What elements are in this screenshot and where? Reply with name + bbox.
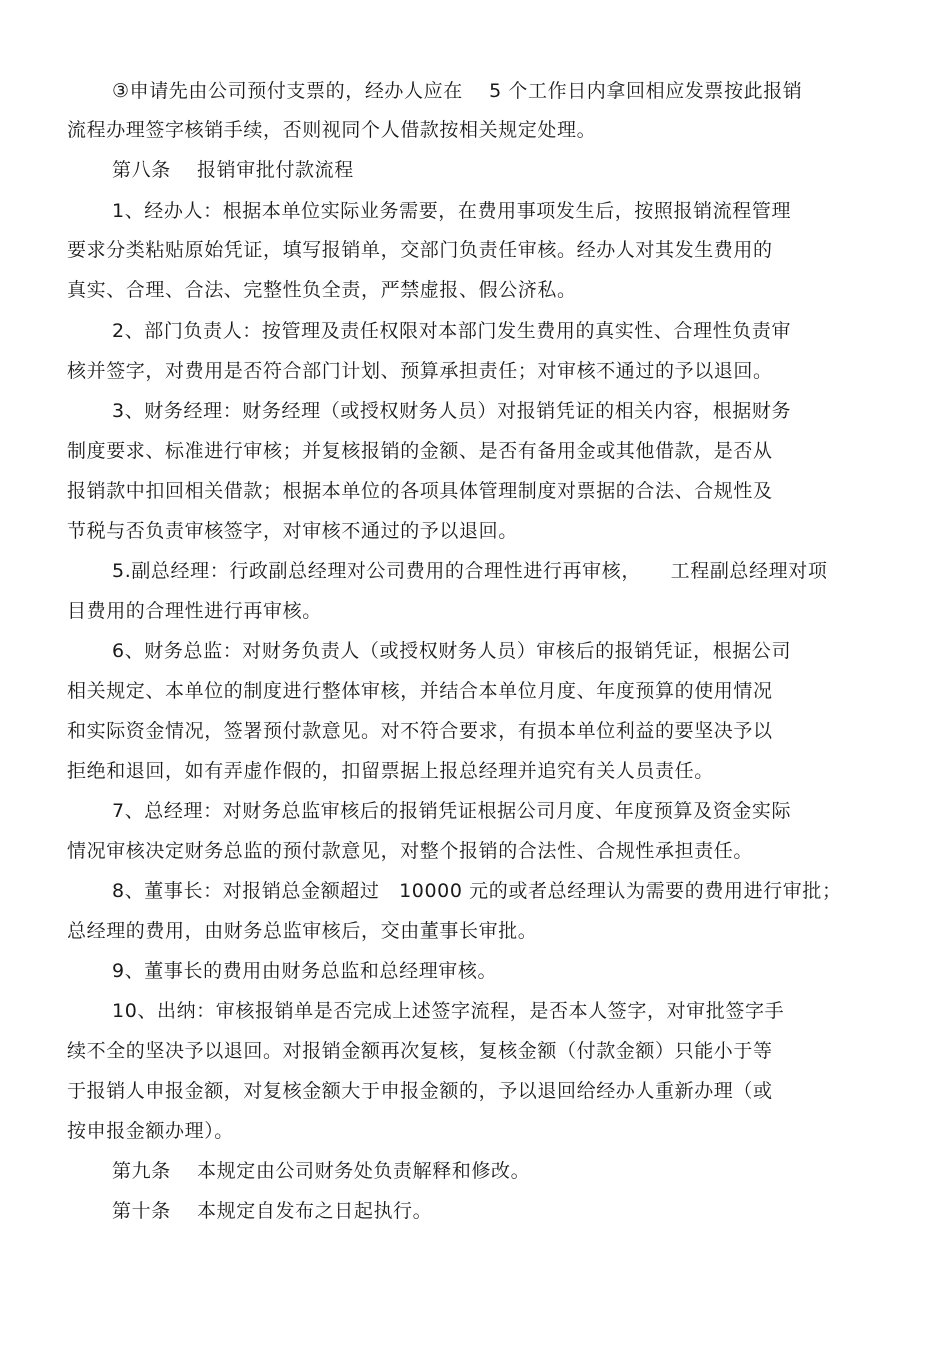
text-line-25: 续不全的坚决予以退回。对报销金额再次复核，复核金额（付款金额）只能小于等 (67, 1040, 773, 1062)
text-line-14: 目费用的合理性进行再审核。 (67, 600, 322, 622)
text-line-1: ③申请先由公司预付支票的，经办人应在 5 个工作日内拿回相应发票按此报销 (112, 80, 803, 102)
text-line-10: 制度要求、标准进行审核；并复核报销的金额、是否有备用金或其他借款，是否从 (67, 440, 773, 462)
text-line-18: 拒绝和退回，如有弄虚作假的，扣留票据上报总经理并追究有关人员责任。 (67, 760, 714, 782)
text-line-27: 按申报金额办理）。 (67, 1120, 234, 1142)
text-line-24: 10、出纳：审核报销单是否完成上述签字流程，是否本人签字，对审批签字手 (112, 1000, 785, 1022)
text-line-15: 6、财务总监：对财务负责人（或授权财务人员）审核后的报销凭证，根据公司 (112, 640, 792, 662)
article-9-line: 第九条 本规定由公司财务处负责解释和修改。 (112, 1160, 531, 1182)
text-line-20: 情况审核决定财务总监的预付款意见，对整个报销的合法性、合规性承担责任。 (67, 840, 754, 862)
text-line-2: 流程办理签字核销手续，否则视同个人借款按相关规定处理。 (67, 119, 597, 141)
text-line-12: 节税与否负责审核签字，对审核不通过的予以退回。 (67, 520, 518, 542)
text-line-22: 总经理的费用，由财务总监审核后，交由董事长审批。 (67, 920, 538, 942)
text-line-11: 报销款中扣回相关借款；根据本单位的各项具体管理制度对票据的合法、合规性及 (67, 480, 773, 502)
text-line-23: 9、董事长的费用由财务总监和总经理审核。 (112, 960, 498, 982)
text-line-8: 核并签字，对费用是否符合部门计划、预算承担责任；对审核不通过的予以退回。 (67, 360, 773, 382)
text-line-5: 要求分类粘贴原始凭证，填写报销单，交部门负责任审核。经办人对其发生费用的 (67, 239, 773, 261)
text-line-17: 和实际资金情况，签署预付款意见。对不符合要求，有损本单位利益的要坚决予以 (67, 720, 773, 742)
article-8-heading: 第八条 报销审批付款流程 (112, 159, 354, 181)
article-10-line: 第十条 本规定自发布之日起执行。 (112, 1200, 433, 1222)
text-line-26: 于报销人申报金额，对复核金额大于申报金额的，予以退回给经办人重新办理（或 (67, 1080, 773, 1102)
text-line-4: 1、经办人：根据本单位实际业务需要，在费用事项发生后，按照报销流程管理 (112, 200, 792, 222)
text-line-9: 3、财务经理：财务经理（或授权财务人员）对报销凭证的相关内容，根据财务 (112, 400, 792, 422)
text-line-7: 2、部门负责人：按管理及责任权限对本部门发生费用的真实性、合理性负责审 (112, 320, 792, 342)
text-line-16: 相关规定、本单位的制度进行整体审核，并结合本单位月度、年度预算的使用情况 (67, 680, 773, 702)
text-line-19: 7、总经理：对财务总监审核后的报销凭证根据公司月度、年度预算及资金实际 (112, 800, 792, 822)
text-line-21: 8、董事长：对报销总金额超过 10000 元的或者总经理认为需要的费用进行审批； (112, 880, 842, 902)
text-line-6: 真实、合理、合法、完整性负全责，严禁虚报、假公济私。 (67, 279, 577, 301)
text-line-13: 5.副总经理：行政副总经理对公司费用的合理性进行再审核， 工程副总经理对项 (112, 560, 828, 582)
